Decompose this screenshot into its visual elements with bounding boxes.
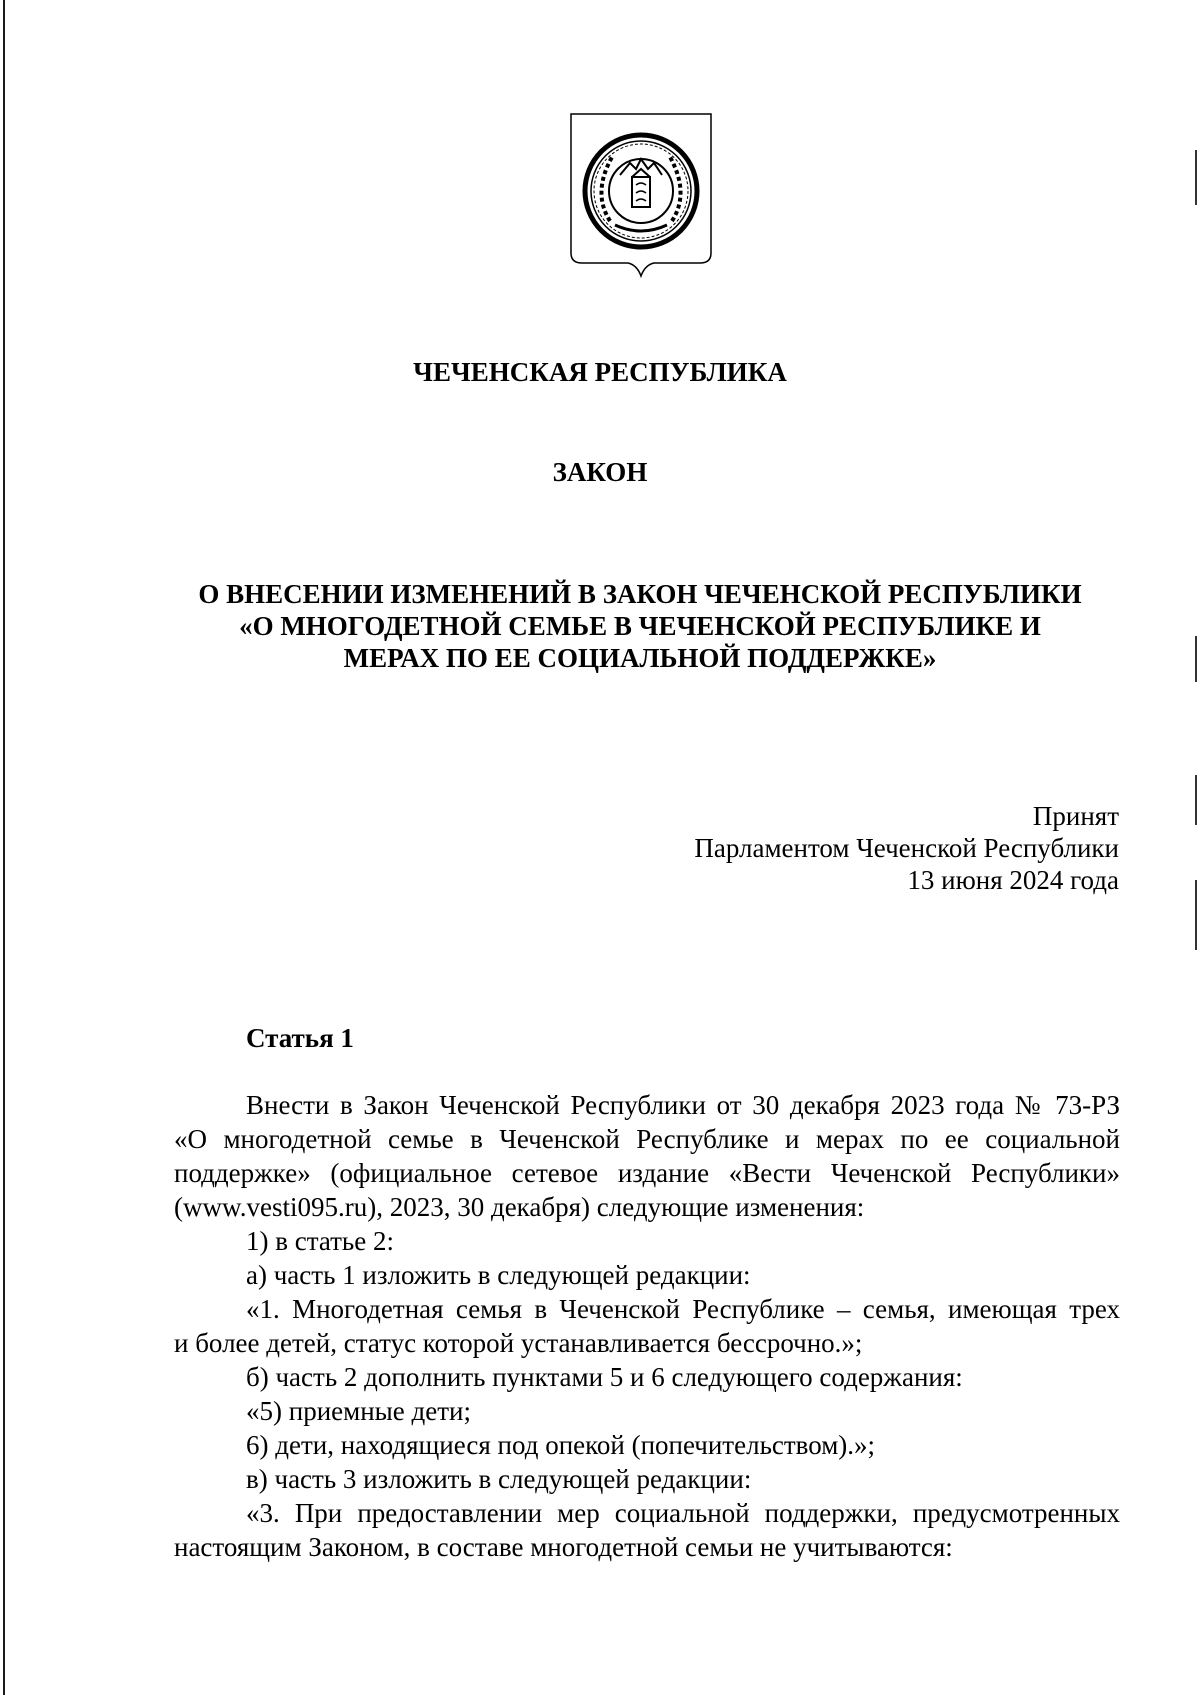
body-line: в) часть 3 изложить в следующей редакции: (246, 1464, 752, 1494)
body-line: «О многодетной семье в Чеченской Республике и мерах по ее социальной (174, 1124, 1120, 1154)
body-line: а) часть 1 изложить в следующей редакции: (246, 1260, 751, 1290)
scan-edge-left (3, 0, 5, 1695)
scan-edge-right (1195, 150, 1197, 205)
adoption-line: Принят (1032, 801, 1119, 831)
body-line: Внести в Закон Чеченской Республики от 30 декабря 2023 года № 73-РЗ (246, 1090, 1120, 1120)
scan-edge-right (1195, 636, 1197, 682)
body-line: настоящим Законом, в составе многодетной семьи не учитываются: (174, 1532, 953, 1562)
document-type: ЗАКОН (552, 457, 648, 487)
law-title-line: МЕРАХ ПО ЕЕ СОЦИАЛЬНОЙ ПОДДЕРЖКЕ» (343, 643, 937, 673)
body-line: «3. При предоставлении мер социальной поддержки, предусмотренных (246, 1498, 1120, 1528)
scan-edge-right (1195, 880, 1197, 950)
republic-heading: ЧЕЧЕНСКАЯ РЕСПУБЛИКА (413, 357, 787, 387)
adoption-block (694, 800, 1119, 896)
scan-edge-right (1195, 775, 1197, 825)
law-title-line: «О МНОГОДЕТНОЙ СЕМЬЕ В ЧЕЧЕНСКОЙ РЕСПУБЛИКЕ И (239, 611, 1041, 641)
body-line: (www.vesti095.ru), 2023, 30 декабря) следующие изменения: (174, 1192, 865, 1222)
body-line: б) часть 2 дополнить пунктами 5 и 6 следующего содержания: (246, 1362, 963, 1392)
coat-of-arms-icon (570, 113, 712, 285)
body-line: 1) в статье 2: (246, 1226, 394, 1256)
body-line: поддержке» (официальное сетевое издание «Вести Чеченской Республики» (174, 1158, 1120, 1188)
body-line: и более детей, статус которой устанавливается бессрочно.»; (174, 1328, 863, 1358)
body-line: «1. Многодетная семья в Чеченской Республике – семья, имеющая трех (246, 1294, 1120, 1324)
adoption-line: Парламентом Чеченской Республики (694, 833, 1119, 863)
adoption-date: 13 июня 2024 года (907, 865, 1119, 895)
law-title (160, 578, 1120, 674)
body-line: «5) приемные дети; (246, 1396, 472, 1426)
law-title-line: О ВНЕСЕНИИ ИЗМЕНЕНИЙ В ЗАКОН ЧЕЧЕНСКОЙ РЕСПУБЛИКИ (198, 579, 1082, 609)
article-heading: Статья 1 (246, 1023, 354, 1053)
article-body (174, 1088, 1120, 1564)
body-line: 6) дети, находящиеся под опекой (попечительством).»; (246, 1430, 876, 1460)
